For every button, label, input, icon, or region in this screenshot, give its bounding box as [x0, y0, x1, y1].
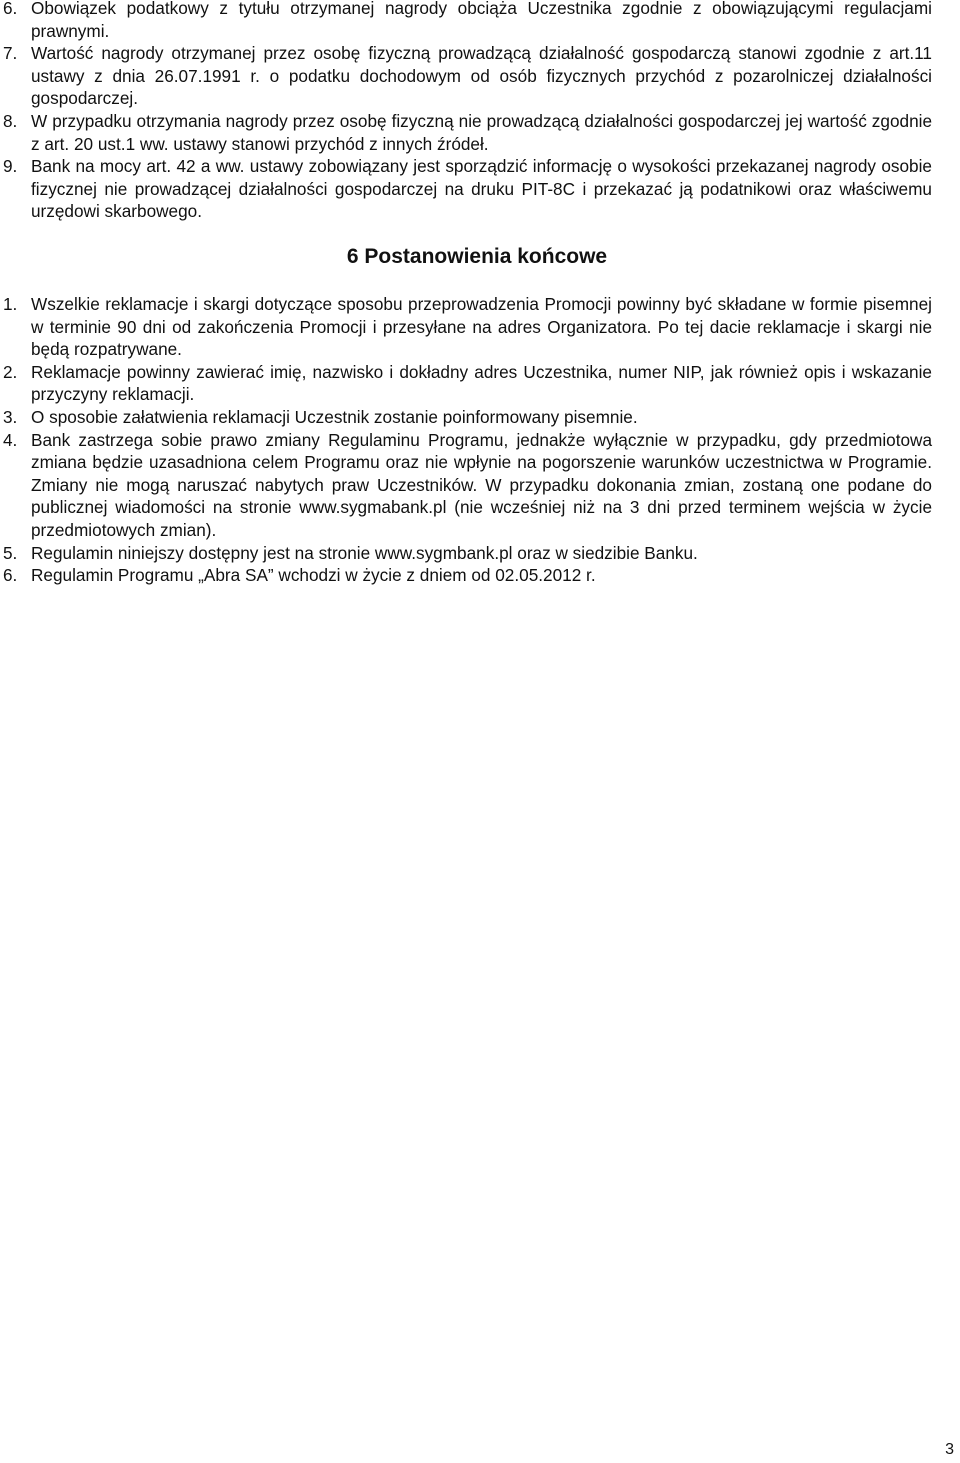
- item-text: Bank zastrzega sobie prawo zmiany Regulaminu Programu, jednakże wyłącznie w przypadku, gdy przedmiotowa zmiana będzie uzasadniona celem Programu oraz nie wpłynie na pogorszenie warunków uczestnictwa w Programie. Zmiany nie mogą naruszać nabytych praw Uczestników. W przypadku dokonania zmian, zostaną one podane do publicznej wiadomości na stronie www.sygmabank.pl (nie wcześniej niż na 3 dni przed terminem wejścia w życie przedmiotowych zmian).: [31, 429, 932, 540]
- list-item: [0, 0, 932, 42]
- item-number: 6.: [3, 0, 18, 18]
- item-number: 8.: [3, 110, 18, 131]
- list-item: [0, 293, 932, 361]
- item-text: Wartość nagrody otrzymanej przez osobę fizyczną prowadzącą działalność gospodarczą stanowi zgodnie z art.11 ustawy z dnia 26.07.1991 r. o podatku dochodowym od osób fizycznych przychód z pozarolniczej działalności gospodarczej.: [31, 43, 932, 109]
- final-provisions-list: [0, 293, 932, 587]
- item-text: O sposobie załatwienia reklamacji Uczestnik zostanie poinformowany pisemnie.: [31, 406, 638, 427]
- item-text: Regulamin Programu „Abra SA” wchodzi w życie z dniem od 02.05.2012 r.: [31, 565, 596, 586]
- item-text: Bank na mocy art. 42 a ww. ustawy zobowiązany jest sporządzić informację o wysokości przekazanej nagrody osobie fizycznej nie prowadzącej działalności gospodarczej na druku PIT-8C i przekazać ją podatnikowi oraz właściwemu urzędowi skarbowego.: [31, 156, 932, 222]
- item-number: 3.: [3, 406, 18, 427]
- list-item: [0, 406, 932, 429]
- item-number: 6.: [3, 565, 18, 586]
- section-heading: 6 Postanowienia końcowe: [346, 245, 608, 268]
- list-item: [0, 542, 932, 565]
- list-item: [0, 361, 932, 406]
- item-text: Obowiązek podatkowy z tytułu otrzymanej nagrody obciąża Uczestnika zgodnie z obowiązującymi regulacjami prawnymi.: [31, 0, 932, 41]
- item-number: 2.: [3, 361, 18, 382]
- item-number: 7.: [3, 43, 18, 64]
- item-number: 1.: [3, 294, 18, 314]
- item-number: 9.: [3, 156, 18, 177]
- list-item: [0, 564, 932, 587]
- tax-provisions-list: [0, 0, 932, 223]
- list-item: [0, 429, 932, 542]
- item-number: 4.: [3, 429, 18, 450]
- list-item: [0, 155, 932, 223]
- item-text: Wszelkie reklamacje i skargi dotyczące sposobu przeprowadzenia Promocji powinny być składane w formie pisemnej w terminie 90 dni od zakończenia Promocji i przesyłane na adres Organizatora. Po tej dacie reklamacje i skargi nie będą rozpatrywane.: [31, 294, 932, 360]
- item-text: Regulamin niniejszy dostępny jest na stronie www.sygmbank.pl oraz w siedzibie Banku.: [31, 542, 698, 563]
- page-number: 3: [945, 1441, 954, 1458]
- list-item: [0, 42, 932, 110]
- item-text: W przypadku otrzymania nagrody przez osobę fizyczną nie prowadzącą działalności gospodarczej jej wartość zgodnie z art. 20 ust.1 ww. ustawy stanowi przychód z innych źródeł.: [31, 110, 932, 154]
- item-text: Reklamacje powinny zawierać imię, nazwisko i dokładny adres Uczestnika, numer NIP, jak również opis i wskazanie przyczyny reklamacji.: [31, 361, 932, 405]
- item-number: 5.: [3, 542, 18, 563]
- list-item: [0, 110, 932, 155]
